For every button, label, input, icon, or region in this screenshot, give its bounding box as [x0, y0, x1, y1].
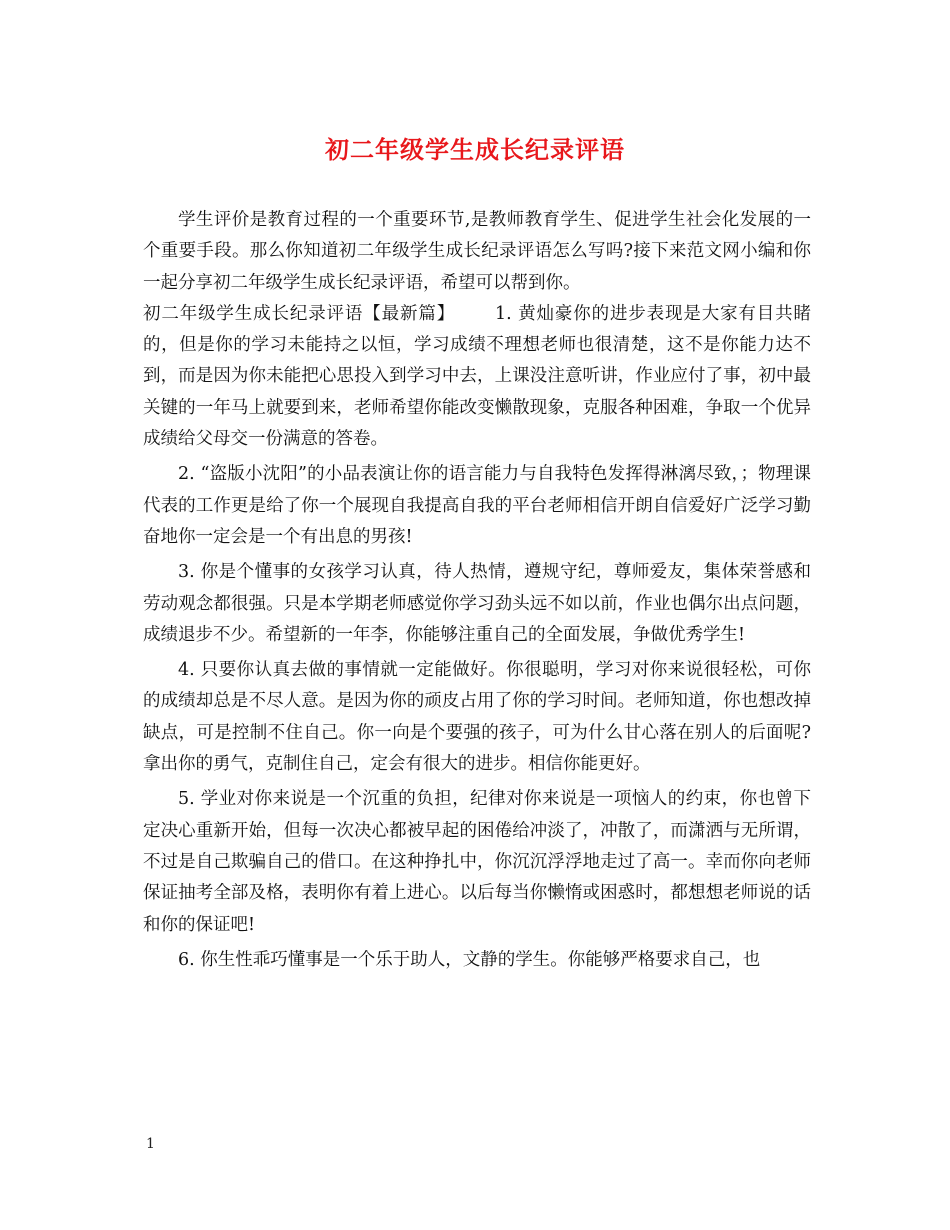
intro-paragraph: 学生评价是教育过程的一个重要环节,是教师教育学生、促进学生社会化发展的一个重要手段。那么你知道初二年级学生成长纪录评语怎么写吗?接下来范文网小编和你一起分享初二年级学生成长纪录评语，希望可以帮到你。	[143, 210, 811, 293]
comment-6: 6. 你生性乖巧懂事是一个乐于助人，文静的学生。你能够严格要求自己，也	[178, 949, 761, 970]
comment-1: 1. 黄灿豪你的进步表现是大家有目共睹的，但是你的学习未能持之以恒，学习成绩不理想老师也很清楚，这不是你能力达不到，而是因为你未能把心思投入到学习中去，上课没注意听讲，作业应付了事，初中最关键的一年马上就要到来，老师希望你能改变懒散现象，克服各种困难，争取一个优异成绩给父母交一份满意的答卷。	[143, 303, 811, 450]
comment-5: 5. 学业对你来说是一个沉重的负担，纪律对你来说是一项恼人的约束，你也曾下定决心重新开始，但每一次决心都被早起的困倦给冲淡了，冲散了，而潇洒与无所谓，不过是自己欺骗自己的借口。在这种挣扎中，你沉沉浮浮地走过了高一。幸而你向老师保证抽考全部及格，表明你有着上进心。以后每当你懒惰或困惑时，都想想老师说的话和你的保证吧!	[143, 789, 811, 935]
section-heading: 初二年级学生成长纪录评语【最新篇】	[143, 303, 456, 324]
document-body	[143, 205, 811, 976]
comment-4: 4. 只要你认真去做的事情就一定能做好。你很聪明，学习对你来说很轻松，可你的成绩却总是不尽人意。是因为你的顽皮占用了你的学习时间。老师知道，你也想改掉缺点，可是控制不住自己。你一向是个要强的孩子，可为什么甘心落在别人的后面呢?拿出你的勇气，克制住自己，定会有很大的进步。相信你能更好。	[143, 660, 811, 775]
comment-2: 2. “盗版小沈阳”的小品表演让你的语言能力与自我特色发挥得淋漓尽致，；物理课代表的工作更是给了你一个展现自我提高自我的平台老师相信开朗自信爱好广泛学习勤奋地你一定会是一个有出息的男孩!	[143, 464, 811, 547]
comment-3: 3. 你是个懂事的女孩学习认真，待人热情，遵规守纪，尊师爱友，集体荣誉感和劳动观念都很强。只是本学期老师感觉你学习劲头远不如以前，作业也偶尔出点问题，成绩退步不少。希望新的一年李，你能够注重自己的全面发展，争做优秀学生!	[143, 562, 811, 645]
page-title: 初二年级学生成长纪录评语	[325, 135, 625, 164]
page-number: 1	[146, 1136, 155, 1152]
section-paragraph	[143, 299, 811, 455]
